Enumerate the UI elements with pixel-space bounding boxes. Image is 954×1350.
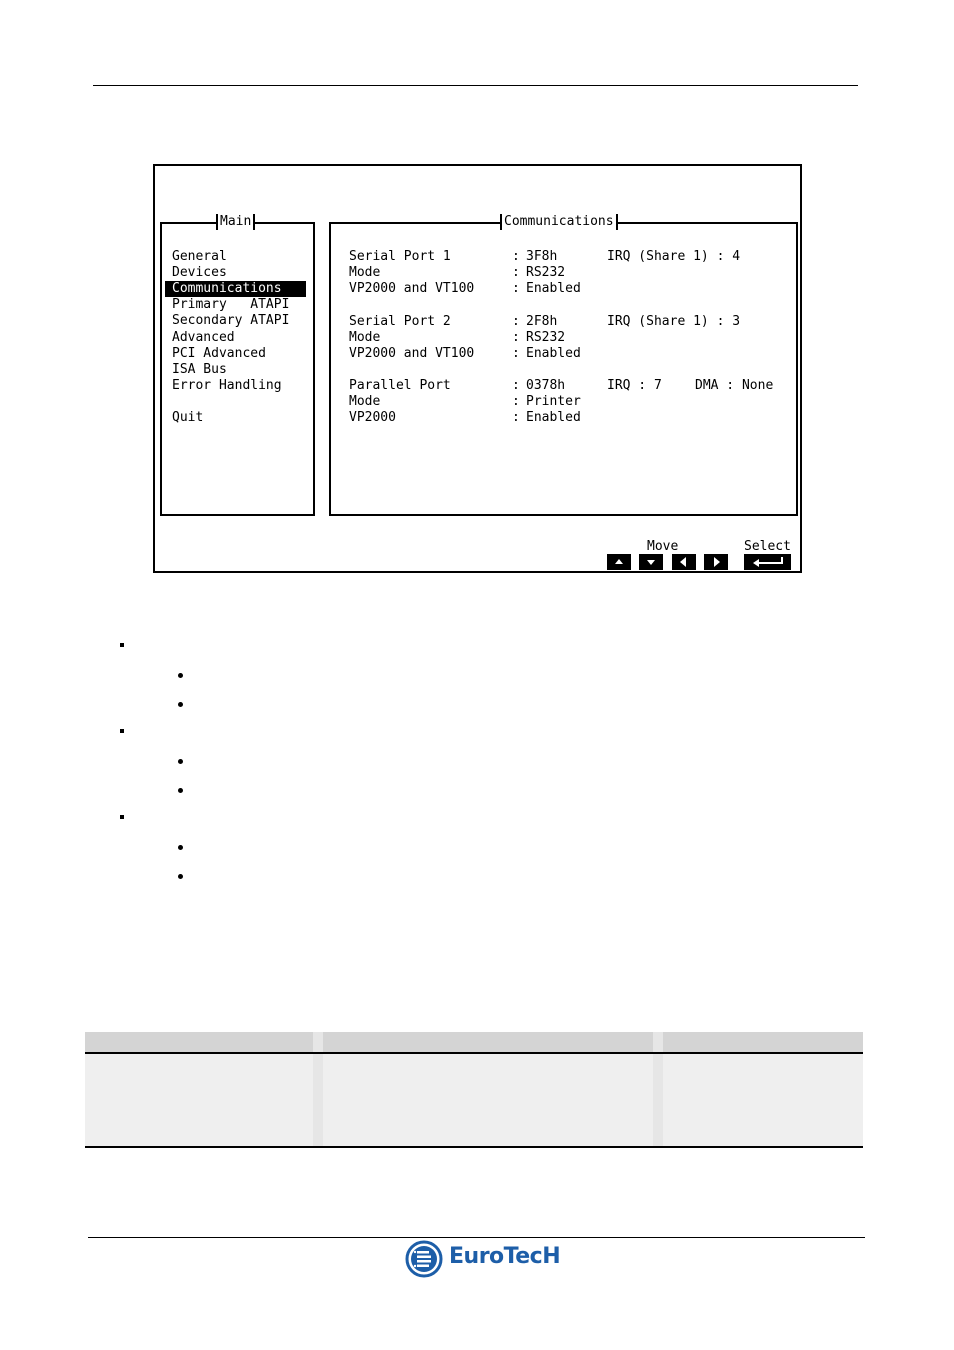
table-body xyxy=(85,1054,863,1146)
menu-item-quit[interactable]: Quit xyxy=(172,410,204,425)
main-menu-panel xyxy=(160,214,315,516)
serial-port-1-mode-value[interactable]: RS232 xyxy=(526,265,566,280)
eurotech-logo xyxy=(404,1239,561,1279)
column-divider xyxy=(313,1054,323,1146)
menu-item-advanced[interactable]: Advanced xyxy=(172,330,235,345)
parallel-port-vp2000-label: VP2000 xyxy=(349,410,396,425)
parallel-port-separator: : xyxy=(512,378,520,393)
serial-port-2-irq[interactable]: IRQ (Share 1) : 3 xyxy=(607,314,741,329)
serial-port-2-vp2000-label: VP2000 and VT100 xyxy=(349,346,475,361)
communications-panel xyxy=(329,214,798,516)
bios-setup-screen xyxy=(153,164,802,573)
serial-port-1-address[interactable]: 3F8h xyxy=(526,249,558,264)
menu-item-isa-bus[interactable]: ISA Bus xyxy=(172,362,227,377)
serial-port-2-mode-separator: : xyxy=(512,330,520,345)
list-bullet-dot xyxy=(178,673,183,678)
table-bottom-rule xyxy=(85,1146,863,1148)
menu-item-pci-advanced[interactable]: PCI Advanced xyxy=(172,346,266,361)
serial-port-1-mode-label: Mode xyxy=(349,265,381,280)
communications-panel-title: Communications xyxy=(500,214,618,230)
eurotech-logo-text: EuroTecH xyxy=(449,1244,561,1269)
list-bullet-square xyxy=(120,643,124,647)
serial-port-1-vp2000-label: VP2000 and VT100 xyxy=(349,281,475,296)
header-rule xyxy=(93,85,858,86)
menu-item-error-handling[interactable]: Error Handling xyxy=(172,378,282,393)
parallel-port-mode-label: Mode xyxy=(349,394,381,409)
left-arrow-icon[interactable] xyxy=(672,554,696,570)
serial-port-2-label: Serial Port 2 xyxy=(349,314,451,329)
right-arrow-icon[interactable] xyxy=(704,554,728,570)
menu-item-devices[interactable]: Devices xyxy=(172,265,227,280)
serial-port-1-label: Serial Port 1 xyxy=(349,249,451,264)
main-panel-title: Main xyxy=(216,214,255,230)
column-divider xyxy=(653,1032,663,1052)
down-arrow-icon[interactable] xyxy=(639,554,663,570)
menu-item-general[interactable]: General xyxy=(172,249,227,264)
list-bullet-dot xyxy=(178,788,183,793)
column-divider xyxy=(313,1032,323,1052)
parallel-port-mode-separator: : xyxy=(512,394,520,409)
serial-port-1-vp2000-separator: : xyxy=(512,281,520,296)
menu-item-communications[interactable]: Communications xyxy=(165,281,306,297)
menu-item-primary-atapi[interactable]: Primary ATAPI xyxy=(172,297,290,312)
parallel-port-label: Parallel Port xyxy=(349,378,451,393)
eurotech-logo-mark-icon xyxy=(404,1239,444,1279)
list-bullet-dot xyxy=(178,702,183,707)
list-bullet-square xyxy=(120,729,124,733)
serial-port-2-separator: : xyxy=(512,314,520,329)
parallel-port-address[interactable]: 0378h xyxy=(526,378,566,393)
list-bullet-dot xyxy=(178,874,183,879)
serial-port-2-vp2000-separator: : xyxy=(512,346,520,361)
footer-rule xyxy=(88,1237,865,1238)
serial-port-1-irq[interactable]: IRQ (Share 1) : 4 xyxy=(607,249,741,264)
serial-port-2-mode-label: Mode xyxy=(349,330,381,345)
parallel-port-vp2000-value[interactable]: Enabled xyxy=(526,410,581,425)
column-divider xyxy=(653,1054,663,1146)
parallel-port-dma[interactable]: DMA : None xyxy=(695,378,774,393)
table-header xyxy=(85,1032,863,1052)
select-label: Select xyxy=(744,539,791,554)
list-bullet-square xyxy=(120,815,124,819)
up-arrow-icon[interactable] xyxy=(607,554,631,570)
parallel-port-irq[interactable]: IRQ : 7 xyxy=(607,378,662,393)
serial-port-2-vp2000-value[interactable]: Enabled xyxy=(526,346,581,361)
parallel-port-vp2000-separator: : xyxy=(512,410,520,425)
menu-item-secondary-atapi[interactable]: Secondary ATAPI xyxy=(172,313,290,328)
enter-key-icon[interactable] xyxy=(744,554,791,570)
list-bullet-dot xyxy=(178,759,183,764)
serial-port-2-mode-value[interactable]: RS232 xyxy=(526,330,566,345)
serial-port-1-mode-separator: : xyxy=(512,265,520,280)
parallel-port-mode-value[interactable]: Printer xyxy=(526,394,581,409)
serial-port-2-address[interactable]: 2F8h xyxy=(526,314,558,329)
serial-port-1-separator: : xyxy=(512,249,520,264)
list-bullet-dot xyxy=(178,845,183,850)
move-label: Move xyxy=(647,539,679,554)
serial-port-1-vp2000-value[interactable]: Enabled xyxy=(526,281,581,296)
